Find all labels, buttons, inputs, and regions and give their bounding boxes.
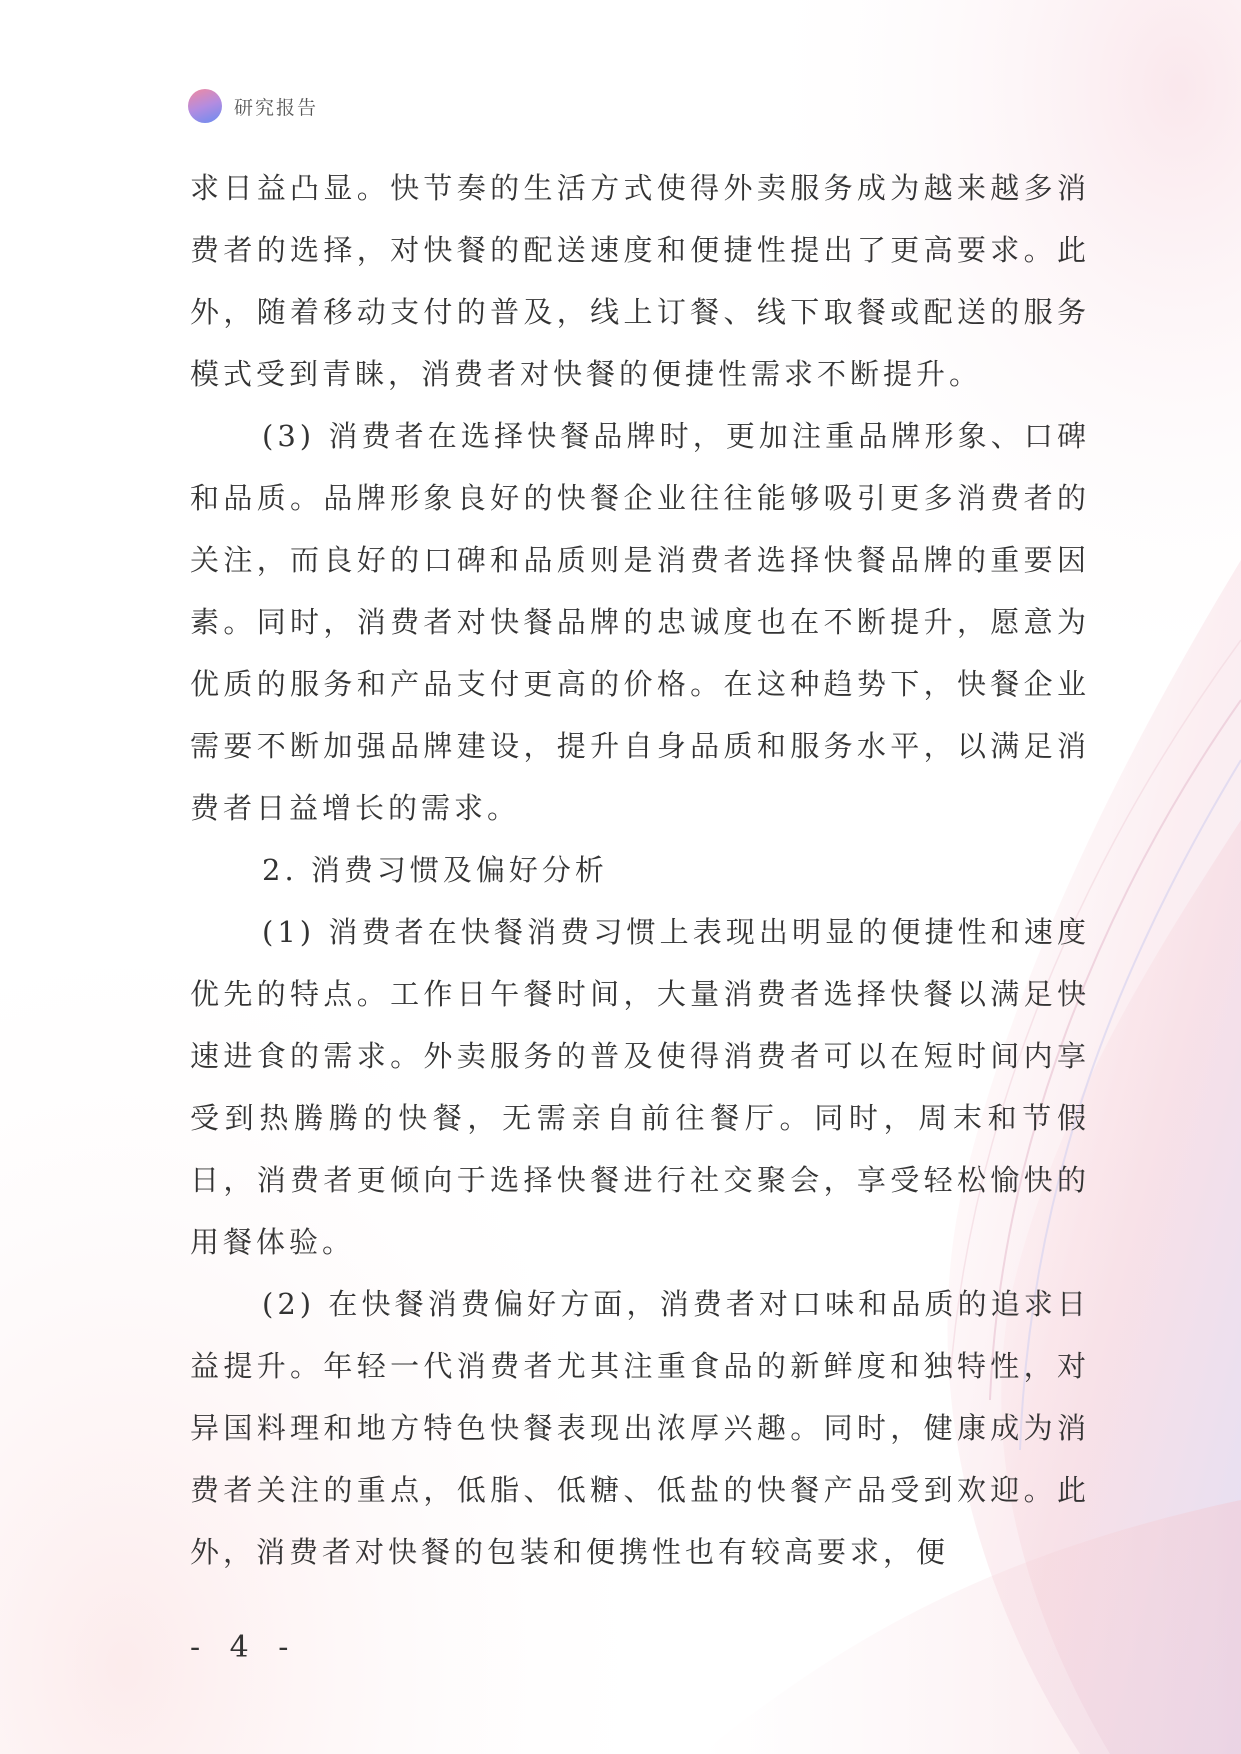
paragraph-continued: 求日益凸显。快节奏的生活方式使得外卖服务成为越来越多消费者的选择，对快餐的配送速度和便捷性提出了更高要求。此外，随着移动支付的普及，线上订餐、线下取餐或配送的服务模式受到青睐，消费者对快餐的便捷性需求不断提升。 [190,171,1090,391]
document-body [190,157,1090,1583]
header-title: 研究报告 [234,96,319,119]
gradient-circle-logo-icon [188,89,222,123]
paragraph-brand-preference: (3) 消费者在选择快餐品牌时，更加注重品牌形象、口碑和品质。品牌形象良好的快餐企业往往能够吸引更多消费者的关注，而良好的口碑和品质则是消费者选择快餐品牌的重要因素。同时，消费者对快餐品牌的忠诚度也在不断提升，愿意为优质的服务和产品支付更高的价格。在这种趋势下，快餐企业需要不断加强品牌建设，提升自身品质和服务水平，以满足消费者日益增长的需求。 [190,419,1090,825]
report-header [188,88,318,124]
section-heading: 2. 消费习惯及偏好分析 [262,853,608,887]
paragraph-consumption-habits: (1) 消费者在快餐消费习惯上表现出明显的便捷性和速度优先的特点。工作日午餐时间，大量消费者选择快餐以满足快速进食的需求。外卖服务的普及使得消费者可以在短时间内享受到热腾腾的快餐，无需亲自前往餐厅。同时，周末和节假日，消费者更倾向于选择快餐进行社交聚会，享受轻松愉快的用餐体验。 [190,915,1090,1259]
paragraph-consumption-preferences: (2) 在快餐消费偏好方面，消费者对口味和品质的追求日益提升。年轻一代消费者尤其注重食品的新鲜度和独特性，对异国料理和地方特色快餐表现出浓厚兴趣。同时，健康成为消费者关注的重点，低脂、低糖、低盐的快餐产品受到欢迎。此外，消费者对快餐的包装和便携性也有较高要求，便 [190,1287,1090,1569]
page-number: - 4 - [190,1630,299,1665]
